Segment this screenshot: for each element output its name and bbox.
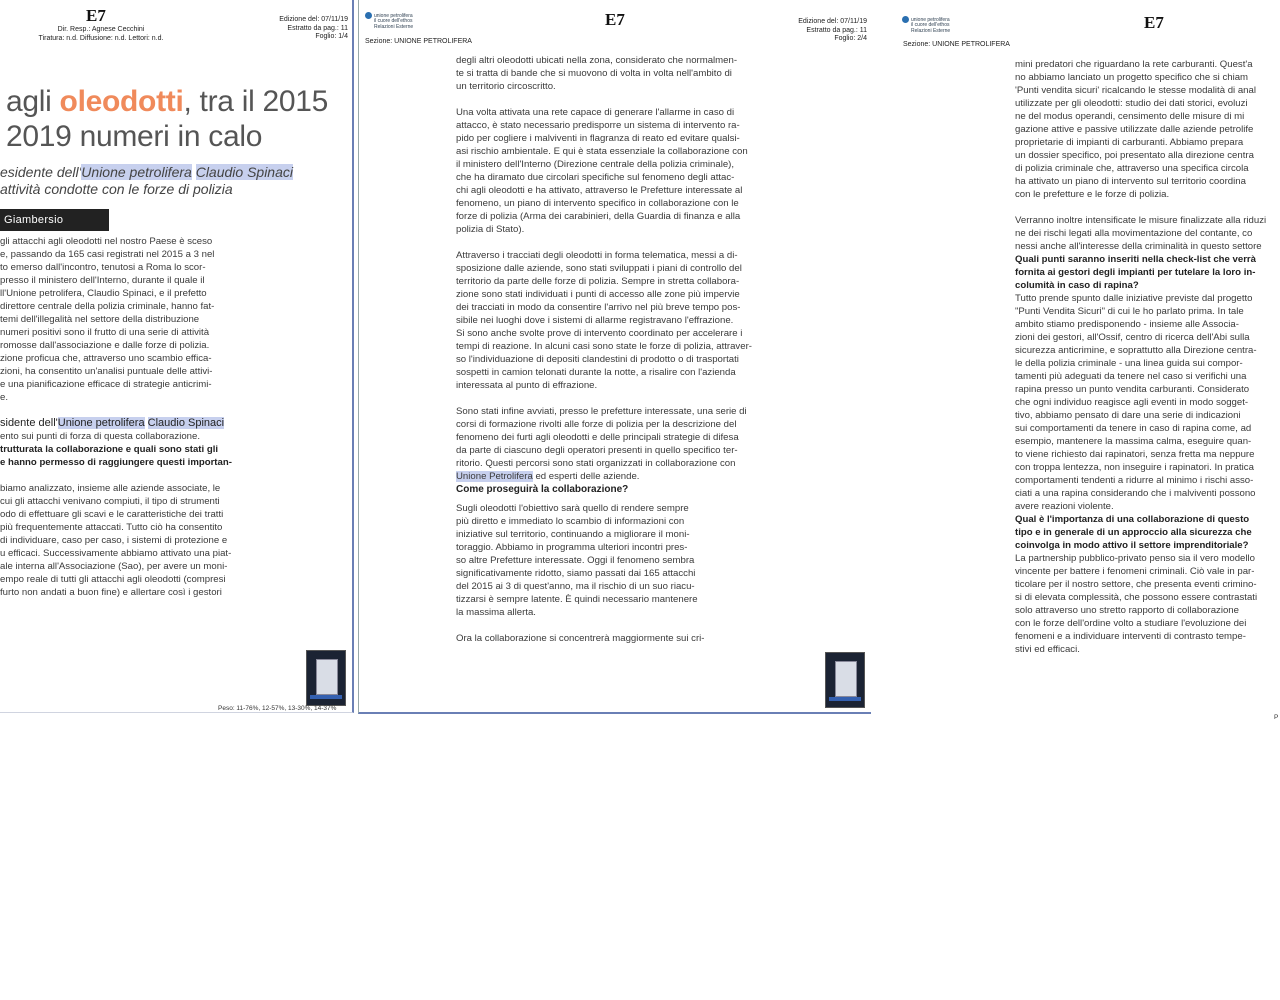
body-line: dei tracciati in modo da consentire l'arrivo nel più breve tempo pos- — [456, 302, 741, 313]
body-line: zioni, ha consentito un'analisi puntuale delle attivi- — [0, 366, 213, 377]
answer-line: con le forze dell'ordine volto a studiare l'evoluzione dei — [1015, 618, 1247, 629]
body-line: gazione attive e passive utilizzate dalle aziende petrolife — [1015, 124, 1254, 135]
answer-line: so altre Prefetture interessate. Oggi il fenomeno sembra — [456, 555, 695, 566]
body-line: degli altri oleodotti ubicati nella zona, considerato che normalmen- — [456, 55, 738, 66]
header-circulation: Tiratura: n.d. Diffusione: n.d. Lettori: n.d. — [38, 34, 164, 42]
body-line: gli attacchi agli oleodotti nel nostro Paese è sceso — [0, 236, 213, 247]
answer-line: u efficaci. Successivamente abbiamo attivato una piat- — [0, 548, 232, 559]
body-line: nessi anche all'interesse della criminalità in questo settore — [1015, 241, 1262, 252]
answer-line: la massima allerta. — [456, 607, 536, 618]
interview-intro-line2: ento sui punti di forza di questa collaborazione. — [0, 431, 200, 442]
answer-line: zioni dei gestori, all'Ossif, centro di ricerca dell'Abi sulla — [1015, 332, 1250, 343]
body-line: ritorio. Questi percorsi sono stati organizzati in collaborazione con — [456, 458, 736, 469]
section-label: Sezione: UNIONE PETROLIFERA — [903, 41, 1010, 48]
header-center — [26, 26, 176, 43]
answer-line: più frequentemente attaccati. Tutto ciò ha consentito — [0, 522, 223, 533]
section-label: Sezione: UNIONE PETROLIFERA — [365, 38, 472, 45]
body-line: Una volta attivata una rete capace di generare l'allarme in caso di — [456, 107, 735, 118]
body-column — [456, 54, 774, 496]
answer-line: con troppa lentezza, non inseguire i rapinatori. In pratica — [1015, 462, 1254, 473]
question-line: Qual è l'importanza di una collaborazione di questo — [1015, 514, 1250, 525]
question-line: Come proseguirà la collaborazione? — [456, 484, 629, 495]
answer-line: le della polizia criminale - una linea guida sui compor- — [1015, 358, 1243, 369]
header-director: Dir. Resp.: Agnese Cecchini — [57, 26, 145, 33]
body-line: Attraverso i tracciati degli oleodotti in forma telematica, messi a di- — [456, 250, 738, 261]
body-line: ll'Unione petrolifera, Claudio Spinaci, e il prefetto — [0, 288, 207, 299]
answer-column — [456, 502, 732, 645]
header-sheet: Foglio: 1/4 — [315, 33, 348, 40]
body-line: che ha diramato due circolari specifiche sul fenomeno degli attac- — [456, 172, 735, 183]
publisher-logo: unione petrolifera il cuore dell'ethos Relazioni Esterne — [902, 16, 950, 35]
body-line: so l'individuazione di depositi clandestini di prodotto o di trasportati — [456, 354, 739, 365]
body-line: Verranno inoltre intensificate le misure finalizzate alla riduzi — [1015, 215, 1267, 226]
author-bar: Giambersio — [0, 209, 109, 231]
header-page: Estratto da pag.: 11 — [287, 24, 348, 32]
answer-line: ciati a una rapina considerando che i malviventi possono — [1015, 488, 1256, 499]
highlighted-org: Unione Petrolifera — [456, 471, 533, 482]
body-column — [0, 235, 230, 599]
page-1 — [0, 0, 354, 713]
answer-line: ambito stiamo predisponendo - insieme alle Associa- — [1015, 319, 1239, 330]
answer-line: sui comportamenti da tenere in caso di rapina come, ad — [1015, 423, 1252, 434]
body-line: 'Punti vendita sicuri' ricalcando le stesse modalità di anal — [1015, 85, 1256, 96]
answer-line: di individuare, caso per caso, i sistemi di protezione e — [0, 535, 228, 546]
body-line: sospetti in camion telonati durante la notte, a risalire con l'azienda — [456, 367, 736, 378]
answer-line: ticolare per il nostro settore, che presenta eventi crimino- — [1015, 579, 1257, 590]
answer-line: odo di effettuare gli scavi e le caratteristiche dei tratti — [0, 509, 224, 520]
body-line: corsi di formazione rivolti alle forze di polizia per la descrizione del — [456, 419, 737, 430]
body-line: da parte di ciascuno degli operatori presenti in quello specifico ter- — [456, 445, 738, 456]
body-line: di polizia criminale che, attraverso una specifica circola — [1015, 163, 1249, 174]
header-right — [798, 18, 867, 44]
answer-line: to viene richiesto dai rapinatori, senza fretta ma neppure — [1015, 449, 1255, 460]
answer-line: che ogni individuo reagisce agli eventi in modo sogget- — [1015, 397, 1249, 408]
answer-line: avere reazioni violente. — [1015, 501, 1114, 512]
weight-footer: P — [1274, 714, 1279, 721]
publisher-logo: unione petrolifera il cuore dell'ethos Relazioni Esterne — [365, 12, 413, 31]
body-line: Si sono anche svolte prove di intervento coordinato per accelerare i — [456, 328, 743, 339]
body-line: direttore centrale della polizia criminale, hanno fat- — [0, 301, 215, 312]
header-right — [279, 16, 348, 42]
body-line: e. — [0, 392, 9, 403]
answer-line: rapina presso un punto vendita carburanti. Considerato — [1015, 384, 1250, 395]
body-line: te si tratta di bande che si muovono di volta in volta nell'ambito di — [456, 68, 732, 79]
answer-line: "Punti Vendita Sicuri" di cui le ho parlato prima. In tale — [1015, 306, 1244, 317]
page-thumbnail — [825, 652, 865, 708]
body-line: sibile nei luoghi dove i sistemi di allarme registravano l'effrazione. — [456, 315, 734, 326]
body-line: il ministero dell'Interno (Direzione centrale della polizia criminale), — [456, 159, 735, 170]
interview-intro: sidente dell'Unione petrolifera Claudio Spinaci — [0, 417, 225, 429]
body-line: ha attivato un piano di intervento sul territorio coordina — [1015, 176, 1246, 187]
page-2 — [358, 0, 871, 714]
answer-line: fenomeni e a individuare interventi di contrasto tempe- — [1015, 631, 1246, 642]
body-line: asi rischio ambientale. E qui è stata essenziale la collaborazione con — [456, 146, 748, 157]
subtitle-line1: esidente dell'Unione petrolifera Claudio Spinaci — [0, 164, 293, 180]
question-line: fornita ai gestori degli impianti per tutelare la loro in- — [1015, 267, 1256, 278]
body-line: presso il ministero dell'Interno, durante il quale il — [0, 275, 205, 286]
body-line: zione proficua che, attraverso uno scambio effica- — [0, 353, 212, 364]
body-line: fenomeno, un piano di intervento specifico in collaborazione con le — [456, 198, 739, 209]
header-page: Estratto da pag.: 11 — [806, 26, 867, 34]
body-line: Unione Petrolifera ed esperti delle aziende. — [456, 471, 640, 482]
answer-line: esempio, mantenere la massima calma, eseguire quan- — [1015, 436, 1252, 447]
page-thumbnail — [306, 650, 346, 706]
body-line: Ora la collaborazione si concentrerà maggiormente sui cri- — [456, 633, 705, 644]
masthead: E7 — [1144, 13, 1164, 32]
subtitle-line2: attività condotte con le forze di polizia — [0, 181, 233, 197]
article-title-line1: agli oleodotti, tra il 2015 — [6, 85, 329, 118]
body-line: con le prefetture e le forze di polizia. — [1015, 189, 1170, 200]
masthead: E7 — [605, 10, 625, 29]
answer-line: tizzarsi è sempre latente. È quindi necessario mantenere — [456, 594, 698, 605]
body-line: territorio da parte delle forze di polizia. Sempre in stretta collabora- — [456, 276, 740, 287]
body-column — [1015, 58, 1280, 656]
body-line: forze di polizia (Arma dei carabinieri, della Guardia di finanza e alla — [456, 211, 741, 222]
answer-line: biamo analizzato, insieme alle aziende associate, le — [0, 483, 221, 494]
answer-line: Tutto prende spunto dalle iniziative previste dal progetto — [1015, 293, 1253, 304]
weight-footer: Peso: 11-76%, 12-57%, 13-30%, 14-37% — [218, 705, 337, 712]
body-line: Sono stati infine avviati, presso le prefetture interessate, una serie di — [456, 406, 747, 417]
body-line: numeri positivi sono il frutto di una serie di attività — [0, 327, 210, 338]
body-line: mini predatori che riguardano la rete carburanti. Quest'a — [1015, 59, 1253, 70]
answer-line: tamenti più adeguati da tenere nel caso si verifichi una — [1015, 371, 1247, 382]
body-line: to emerso dall'incontro, tenutosi a Roma lo scor- — [0, 262, 206, 273]
answer-line: significativamente ridotto, siamo passati dai 165 attacchi — [456, 568, 696, 579]
body-line: romosse dall'associazione e dalle forze di polizia. — [0, 340, 210, 351]
body-line: chi agli oleodotti e ha attivato, attraverso le Prefetture interessate al — [456, 185, 743, 196]
answer-line: sicurezza anticrimine, e soprattutto alla Direzione centra- — [1015, 345, 1257, 356]
body-line: proprietarie di impianti di carburanti. Abbiamo prepara — [1015, 137, 1244, 148]
masthead: E7 — [86, 6, 106, 25]
answer-line: più diretto e immediato lo scambio di informazioni con — [456, 516, 685, 527]
answer-line: comportamenti tendenti a ridurre al minimo i rischi asso- — [1015, 475, 1254, 486]
answer-line: toraggio. Abbiamo in programma ulteriori incontri pres- — [456, 542, 688, 553]
body-line: zione sono stati individuati i punti di accesso alle zone più impervie — [456, 289, 740, 300]
answer-line: ale interna all'Associazione (Sao), per avere un moni- — [0, 561, 228, 572]
answer-line: si di elevata complessità, che possono essere contrastati — [1015, 592, 1258, 603]
question-line: coinvolga in modo attivo il settore imprenditoriale? — [1015, 540, 1249, 551]
header-sheet: Foglio: 2/4 — [834, 35, 867, 42]
body-line: no abbiamo lanciato un progetto specifico che si chiam — [1015, 72, 1249, 83]
body-line: ne del modus operandi, censimento delle misure di mi — [1015, 111, 1245, 122]
body-line: pido per cogliere i malviventi in flagranza di reato ed evitare qualsi- — [456, 133, 740, 144]
body-line: utilizzate per gli oleodotti: studio dei dati storici, evoluzi — [1015, 98, 1248, 109]
header-edition: Edizione del: 07/11/19 — [798, 18, 867, 25]
question-line: tipo e in generale di un approccio alla sicurezza che — [1015, 527, 1252, 538]
body-line: interessata al punto di effrazione. — [456, 380, 598, 391]
answer-line: del 2015 ai 3 di quest'anno, ma il rischio di un suo riacu- — [456, 581, 695, 592]
article-title-line2: 2019 numeri in calo — [6, 120, 263, 153]
body-line: attacco, è stato necessario predisporre un sistema di intervento ra- — [456, 120, 740, 131]
question-line: trutturata la collaborazione e quali sono stati gli — [0, 444, 219, 455]
body-line: e, passando da 165 casi registrati nel 2015 a 3 nel — [0, 249, 215, 260]
answer-line: vincente per battere i fenomeni criminali. Ciò vale in par- — [1015, 566, 1255, 577]
answer-line: Sugli oleodotti l'obiettivo sarà quello di rendere sempre — [456, 503, 689, 514]
answer-line: La partnership pubblico-privato penso sia il vero modello — [1015, 553, 1255, 564]
body-line: sposizione dalle aziende, sono stati sviluppati i piani di controllo del — [456, 263, 742, 274]
body-line: temi dell'illegalità nel settore della distribuzione — [0, 314, 200, 325]
question-line: columità in caso di rapina? — [1015, 280, 1139, 291]
answer-line: tivo, abbiamo pensato di dare una serie di indicazioni — [1015, 410, 1241, 421]
header-edition: Edizione del: 07/11/19 — [279, 16, 348, 23]
answer-line: solo attraverso uno stretto rapporto di collaborazione — [1015, 605, 1239, 616]
answer-line: cui gli attacchi venivano compiuti, il tipo di strumenti — [0, 496, 220, 507]
question-line: Quali punti saranno inseriti nella check-list che verrà — [1015, 254, 1256, 265]
body-line: e una pianificazione efficace di strategie anticrimi- — [0, 379, 212, 390]
body-line: ne dei rischi legati alla movimentazione del contante, co — [1015, 228, 1253, 239]
answer-line: stivi ed efficaci. — [1015, 644, 1080, 655]
body-line: un territorio circoscritto. — [456, 81, 556, 92]
answer-line: empo reale di tutti gli attacchi agli oleodotti (compresi — [0, 574, 226, 585]
body-line: polizia di Stato). — [456, 224, 525, 235]
answer-line: iniziative sul territorio, continuando a migliorare il moni- — [456, 529, 690, 540]
body-line: fenomeno dei furti agli oleodotti e delle principali strategie di difesa — [456, 432, 739, 443]
body-line: tempi di reazione. In alcuni casi sono state le forze di polizia, attraver- — [456, 341, 752, 352]
page-3 — [898, 0, 1280, 721]
body-line: un dossier specifico, poi presentato alla direzione centra — [1015, 150, 1254, 161]
answer-line: furto non andati a buon fine) e allertare così i gestori — [0, 587, 222, 598]
question-line: e hanno permesso di raggiungere questi importan- — [0, 457, 232, 468]
